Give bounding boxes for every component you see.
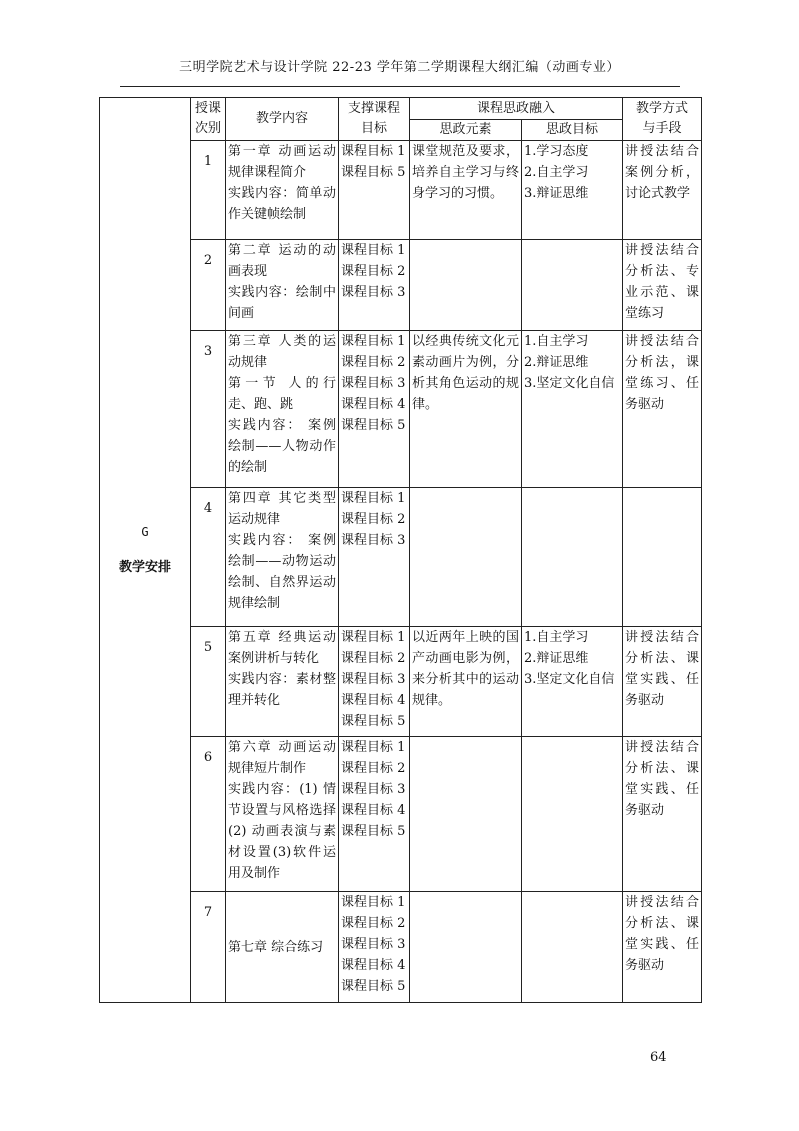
row-ideology-objectives: [522, 488, 623, 627]
header-goals: 支撑课程 目标: [339, 98, 410, 141]
table-row: [100, 240, 702, 331]
row-teaching-method: 讲授法结合分析法、课堂实践、任务驱动: [623, 737, 702, 892]
row-teaching-method: 讲授法结合分析法、专业示范、课堂练习: [623, 240, 702, 331]
row-goals: 课程目标 1 课程目标 2 课程目标 3 课程目标 4 课程目标 5: [339, 331, 410, 488]
row-teaching-method: 讲授法结合案例分析，讨论式教学: [623, 141, 702, 240]
row-content: 第二章 运动的动画表现 实践内容：绘制中间画: [226, 240, 339, 331]
row-session-number: 4: [191, 488, 226, 627]
table-row: [100, 737, 702, 892]
row-goals: 课程目标 1 课程目标 5: [339, 141, 410, 240]
row-goals: 课程目标 1 课程目标 2 课程目标 3: [339, 488, 410, 627]
header-ideology: 课程思政融入: [410, 98, 623, 120]
row-ideology-objectives: 1.自主学习 2.辩证思维 3.坚定文化自信: [522, 627, 623, 737]
row-session-number: 7: [191, 892, 226, 1003]
row-teaching-method: [623, 488, 702, 627]
row-ideology-objectives: 1.自主学习 2.辩证思维 3.坚定文化自信: [522, 331, 623, 488]
row-teaching-method: 讲授法结合分析法，课堂练习、任务驱动: [623, 331, 702, 488]
header-row-top: [100, 98, 702, 120]
table-row: [100, 141, 702, 240]
syllabus-table: [99, 97, 702, 1003]
row-teaching-method: 讲授法结合分析法、课堂实践、任务驱动: [623, 892, 702, 1003]
row-session-number: 2: [191, 240, 226, 331]
row-ideology-objectives: [522, 892, 623, 1003]
table-row: [100, 892, 702, 1003]
row-goals: 课程目标 1 课程目标 2 课程目标 3 课程目标 4 课程目标 5: [339, 892, 410, 1003]
row-ideology-objectives: 1.学习态度 2.自主学习 3.辩证思维: [522, 141, 623, 240]
header-session: 授课 次别: [191, 98, 226, 141]
row-ideology-elements: 以经典传统文化元素动画片为例，分析其角色运动的规律。: [410, 331, 522, 488]
category-code: G: [141, 525, 149, 539]
row-session-number: 5: [191, 627, 226, 737]
row-content: 第一章 动画运动规律课程简介 实践内容：简单动作关键帧绘制: [226, 141, 339, 240]
table-row: [100, 331, 702, 488]
category-label: 教学安排: [118, 560, 171, 575]
row-goals: 课程目标 1 课程目标 2 课程目标 3: [339, 240, 410, 331]
header-rule: [120, 86, 680, 87]
header-content: 教学内容: [226, 98, 339, 141]
row-ideology-elements: [410, 892, 522, 1003]
row-content: 第三章 人类的运动规律 第一节 人的行走、跑、跳 实践内容： 案例绘制——人物动作的绘制: [226, 331, 339, 488]
header-method: 教学方式 与手段: [623, 98, 702, 141]
table-row: [100, 627, 702, 737]
page-number: 64: [650, 1050, 667, 1065]
header-elements: 思政元素: [410, 120, 522, 141]
row-session-number: 3: [191, 331, 226, 488]
category-cell: [100, 98, 191, 1003]
table-row: [100, 488, 702, 627]
row-content: 第四章 其它类型运动规律 实践内容： 案例绘制——动物运动绘制、自然界运动规律绘制: [226, 488, 339, 627]
row-goals: 课程目标 1 课程目标 2 课程目标 3 课程目标 4 课程目标 5: [339, 737, 410, 892]
row-content: 第六章 动画运动规律短片制作 实践内容：(1) 情节设置与风格选择(2) 动画表演与素材设置(3)软件运用及制作: [226, 737, 339, 892]
row-ideology-elements: 以近两年上映的国产动画电影为例，来分析其中的运动规律。: [410, 627, 522, 737]
row-goals: 课程目标 1 课程目标 2 课程目标 3 课程目标 4 课程目标 5: [339, 627, 410, 737]
row-content: 第七章 综合练习: [226, 892, 339, 1003]
row-ideology-elements: [410, 488, 522, 627]
row-session-number: 6: [191, 737, 226, 892]
row-ideology-objectives: [522, 240, 623, 331]
row-content: 第五章 经典运动案例讲析与转化 实践内容：素材整理并转化: [226, 627, 339, 737]
row-ideology-elements: [410, 240, 522, 331]
row-teaching-method: 讲授法结合分析法、课堂实践、任务驱动: [623, 627, 702, 737]
row-ideology-elements: 课堂规范及要求，培养自主学习与终身学习的习惯。: [410, 141, 522, 240]
header-objectives: 思政目标: [522, 120, 623, 141]
row-ideology-objectives: [522, 737, 623, 892]
page-header-title: 三明学院艺术与设计学院 22-23 学年第二学期课程大纲汇编（动画专业）: [179, 60, 620, 75]
row-ideology-elements: [410, 737, 522, 892]
row-session-number: 1: [191, 141, 226, 240]
